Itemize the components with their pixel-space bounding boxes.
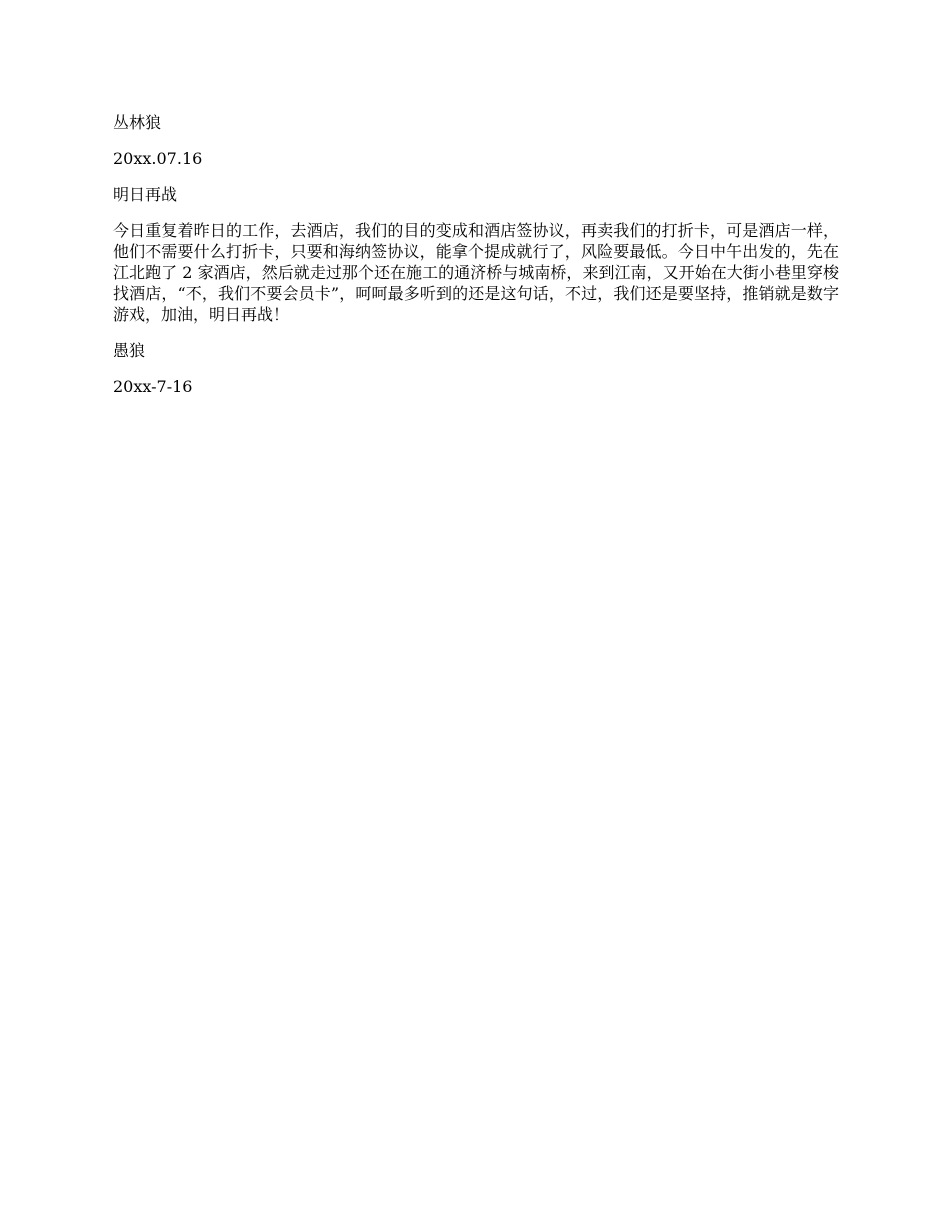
document-title: 明日再战 <box>113 185 178 204</box>
date-line: 20xx.07.16 <box>113 149 203 168</box>
document-page <box>113 112 839 412</box>
signature-date-line: 20xx-7-16 <box>113 377 193 396</box>
signature-line: 愚狼 <box>113 341 146 360</box>
body-paragraph: 今日重复着昨日的工作，去酒店，我们的目的变成和酒店签协议，再卖我们的打折卡，可是酒店一样，他们不需要什么打折卡，只要和海纳签协议，能拿个提成就行了，风险要最低。今日中午出发的，先在江北跑了 2 家酒店，然后就走过那个还在施工的通济桥与城南桥，来到江南，又开始在大街小巷里穿梭找酒店，“不，我们不要会员卡”，呵呵最多听到的还是这句话，不过，我们还是要坚持，推销就是数字游戏，加油，明日再战！ <box>113 221 839 324</box>
author-line: 丛林狼 <box>113 113 162 132</box>
